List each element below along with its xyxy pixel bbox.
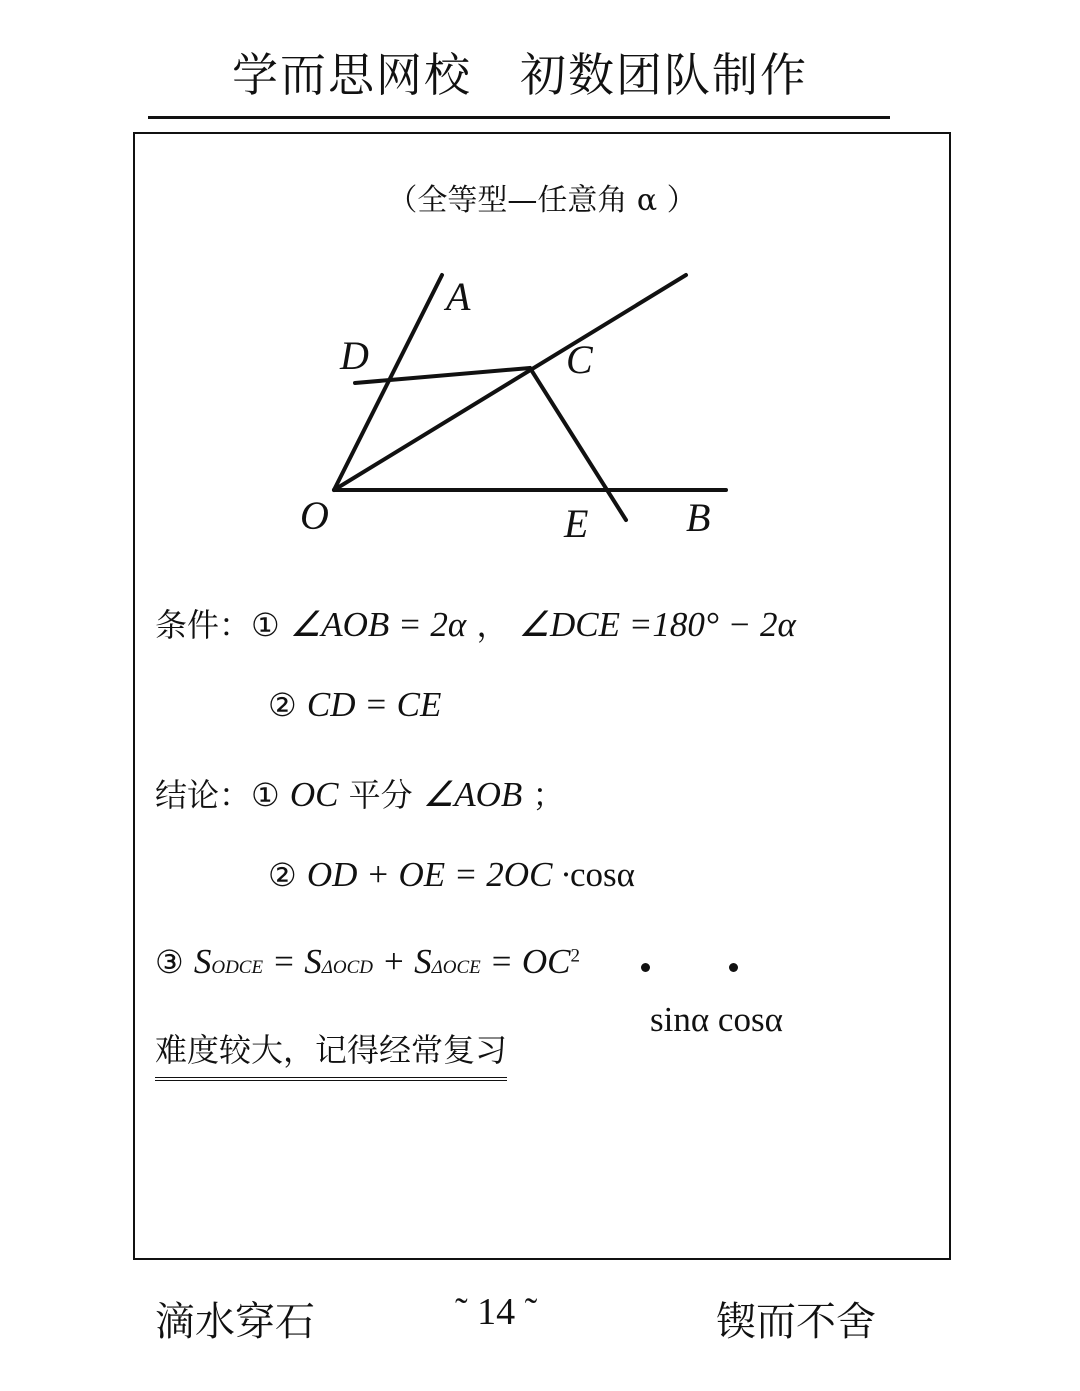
square-exponent: 2	[570, 945, 581, 967]
area-eq-s: = S	[263, 942, 322, 981]
footer-left: 滴水穿石	[155, 1299, 315, 1345]
cos-alpha: cosα	[569, 855, 635, 894]
label-D: D	[340, 333, 369, 378]
angle-dce-eq: ∠DCE =180° − 2α	[518, 605, 796, 644]
conclusion-line-3	[155, 942, 580, 982]
geometry-svg	[290, 265, 750, 555]
separator: ，	[476, 606, 509, 644]
marker: ②	[268, 686, 297, 724]
page-number: ˜ 14 ˜	[455, 1291, 538, 1333]
area-s: S	[193, 942, 212, 981]
header-rule	[148, 116, 890, 119]
conclusions-label: 结论：	[155, 776, 252, 814]
marker: ①	[251, 606, 280, 644]
cd-eq-ce: CD = CE	[306, 685, 442, 724]
semicolon: ；	[532, 776, 565, 814]
multiply-dot	[641, 963, 650, 972]
difficulty-note: 难度较大，记得经常复习	[155, 1025, 507, 1081]
bisect-text: 平分	[348, 776, 413, 814]
sum-equation: OD + OE = 2OC ·	[306, 855, 570, 894]
marker: ②	[268, 856, 297, 894]
area-sub-odce: ODCE	[211, 957, 264, 978]
area-eq-oc: = OC	[480, 942, 571, 981]
geometry-figure	[290, 265, 750, 555]
page-header: 学而思网校 初数团队制作	[232, 48, 808, 102]
subtitle: （全等型—任意角 α ）	[387, 183, 697, 218]
sin-cos-term: sinα cosα	[650, 1000, 783, 1039]
segment-DC	[355, 368, 530, 383]
conditions-label: 条件：	[155, 606, 252, 644]
area-sub-oce: ΔOCE	[431, 957, 481, 978]
label-C: C	[566, 337, 593, 382]
multiply-dot	[729, 963, 738, 972]
oc-symbol: OC	[289, 775, 339, 814]
label-E: E	[564, 501, 589, 546]
segment-CE	[530, 368, 626, 520]
angle-aob: ∠AOB	[422, 775, 523, 814]
label-A: A	[446, 274, 471, 319]
marker: ③	[155, 943, 184, 981]
footer-right: 锲而不舍	[716, 1299, 876, 1345]
conclusion-line-1	[155, 770, 564, 816]
angle-aob-eq: ∠AOB = 2α	[289, 605, 467, 644]
conclusion-line-2	[268, 855, 635, 895]
condition-line-1	[155, 600, 796, 646]
area-sub-ocd: ΔOCD	[321, 957, 373, 978]
marker: ①	[251, 776, 280, 814]
label-B: B	[686, 495, 711, 540]
condition-line-2	[268, 685, 441, 725]
area-plus-s: + S	[373, 942, 432, 981]
label-O: O	[300, 493, 329, 538]
